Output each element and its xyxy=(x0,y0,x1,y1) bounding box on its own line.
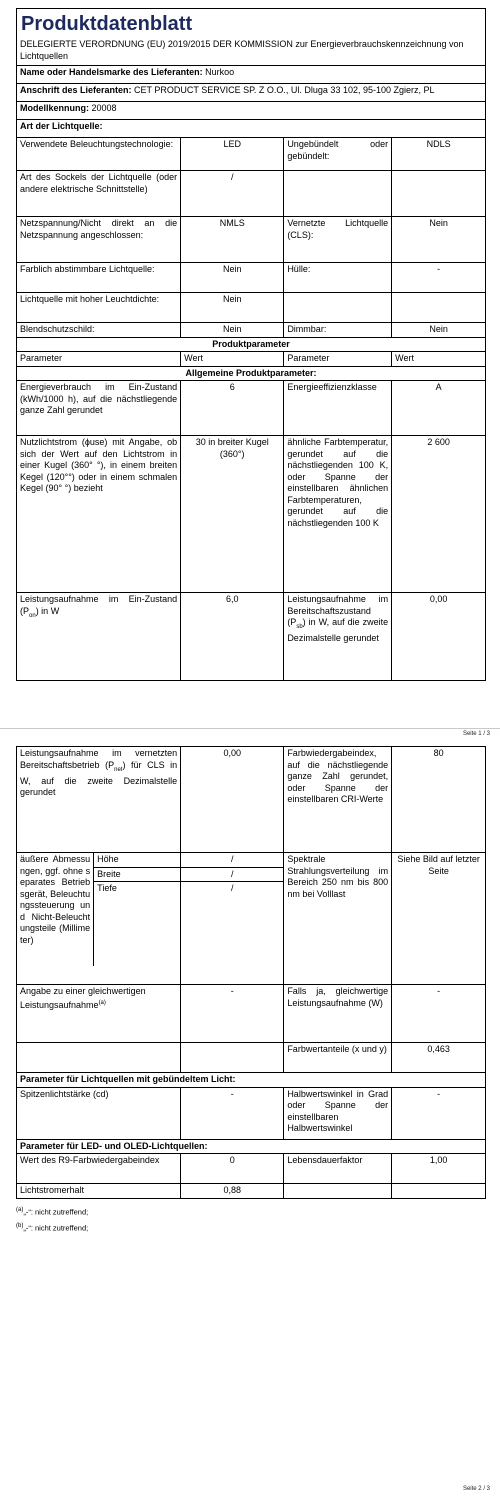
cap-type-label: Art des Sockels der Lichtquelle (oder andere elektrische Schnittstelle) xyxy=(17,171,181,217)
color-temperature-value: 2 600 xyxy=(392,436,486,593)
footnotes xyxy=(16,1203,486,1236)
dimmable-value: Nein xyxy=(392,323,486,338)
equivalent-power-value: - xyxy=(392,985,486,1043)
width-label: Breite xyxy=(94,867,180,882)
document-title: Produktdatenblatt xyxy=(21,13,193,35)
beam-angle-label: Halbwertswinkel in Grad oder Spanne der einstellbaren Halbwertswinkel xyxy=(284,1087,392,1139)
page-2 xyxy=(0,740,500,1500)
depth-label: Tiefe xyxy=(97,883,117,893)
supplier-address-label: Anschrift des Lieferanten: xyxy=(20,85,132,95)
peak-intensity-value: - xyxy=(181,1087,284,1139)
model-value: 20008 xyxy=(91,103,117,113)
chromaticity-value: 0,463 xyxy=(392,1043,486,1073)
page-number-2: Seite 2 / 3 xyxy=(462,1486,490,1492)
height-value: / xyxy=(181,853,283,867)
general-parameters-heading: Allgemeine Produktparameter: xyxy=(17,366,486,381)
survival-factor-label: Lebensdauerfaktor xyxy=(284,1154,392,1184)
led-params-heading: Parameter für LED- und OLED-Lichtquellen: xyxy=(17,1139,486,1154)
dimensions-cell xyxy=(17,853,181,985)
spectral-distribution-value: Siehe Bild auf letzter Seite xyxy=(392,853,486,985)
beam-angle-value: - xyxy=(392,1087,486,1139)
energy-class-label: Energieeffizienzklasse xyxy=(284,381,392,436)
energy-consumption-value: 6 xyxy=(181,381,284,436)
column-header-value: Wert xyxy=(181,352,284,367)
r9-value: 0 xyxy=(181,1154,284,1184)
mains-label: Netzspannung/Nicht direkt an die Netzspannung angeschlossen: xyxy=(17,217,181,263)
envelope-value: - xyxy=(392,263,486,293)
column-header-value-2: Wert xyxy=(392,352,486,367)
datasheet-page-1 xyxy=(16,8,486,681)
supplier-address-row xyxy=(17,84,486,102)
width-value: / xyxy=(181,867,283,882)
high-luminance-value: Nein xyxy=(181,293,284,323)
envelope-label: Hülle: xyxy=(284,263,392,293)
supplier-brand-row xyxy=(17,66,486,84)
regulation-reference: DELEGIERTE VERORDNUNG (EU) 2019/2015 DER KOMMISSION zur Energieverbrauchskennzeichnung von Lichtquellen xyxy=(20,39,464,61)
height-label: Höhe xyxy=(94,853,180,867)
model-label: Modellkennung: xyxy=(20,103,89,113)
survival-factor-value: 1,00 xyxy=(392,1154,486,1184)
column-header-parameter: Parameter xyxy=(17,352,181,367)
footnote-b: $^{(b)}$„-“: nicht zutreffend; xyxy=(16,1223,89,1233)
column-header-parameter-2: Parameter xyxy=(284,352,392,367)
energy-class-value: A xyxy=(392,381,486,436)
cls-value: Nein xyxy=(392,217,486,263)
datasheet-table-2 xyxy=(16,746,486,1199)
footnote-a: $^{(a)}$„-“: nicht zutreffend; xyxy=(16,1206,89,1216)
cri-label: Farbwiedergabeindex, auf die nächstliegende ganze Zahl gerundet, oder Spanne der einstellbaren CRI-Werte xyxy=(284,747,392,853)
useful-flux-value: 30 in breiter Kugel (360°) xyxy=(181,436,284,593)
equivalent-power-claim-label: Angabe zu einer gleichwertigen Leistungsaufnahme$^{(a)}$ xyxy=(17,985,181,1043)
supplier-brand-value: Nurkoo xyxy=(205,67,235,77)
directional-params-heading: Parameter für Lichtquellen mit gebündeltem Licht: xyxy=(17,1073,486,1088)
useful-flux-label: Nutzlichtstrom (ɸuse) mit Angabe, ob sich der Wert auf den Lichtstrom in einer Kugel (360° °), in einem breiten Kegel (120°°) oder in einem schmalen Kegel (90° °) bezieht xyxy=(17,436,181,593)
tunable-value: Nein xyxy=(181,263,284,293)
high-luminance-label: Lichtquelle mit hoher Leuchtdichte: xyxy=(17,293,181,323)
spectral-distribution-label: Spektrale Strahlungsverteilung im Bereich 250 nm bis 800 nm bei Volllast xyxy=(284,853,392,985)
mains-value: NMLS xyxy=(181,217,284,263)
model-row xyxy=(17,102,486,120)
equivalent-power-claim-value: - xyxy=(181,985,284,1043)
chromaticity-label: Farbwertanteile (x und y) xyxy=(284,1043,392,1073)
color-temperature-label: ähnliche Farbtemperatur, gerundet auf die nächstliegenden 100 K, oder Spanne der einstellbaren ähnlichen Farbtemperaturen, gerundet auf die nächstliegenden 100 K xyxy=(284,436,392,593)
lumen-maintenance-label: Lichtstromerhalt xyxy=(17,1184,181,1199)
datasheet-table-1 xyxy=(16,8,486,681)
technology-label: Verwendete Beleuchtungstechnologie: xyxy=(17,138,181,171)
depth-value: / xyxy=(230,883,234,893)
product-parameters-heading: Produktparameter xyxy=(17,337,486,352)
standby-power-label: Leistungsaufnahme im Bereitschaftszustand $(P_{sb})$ in W, auf die zweite Dezimalstelle gerundet xyxy=(284,593,392,681)
dimensions-label: äußere Abmessungen, ggf. ohne separates Betriebsgerät, Beleuchtungssteuerung und Nicht-Beleuchtungsteile (Millimeter) xyxy=(17,853,94,966)
technology-value: LED xyxy=(181,138,284,171)
peak-intensity-label: Spitzenlichtstärke (cd) xyxy=(17,1087,181,1139)
on-mode-power-label: Leistungsaufnahme im Ein-Zustand $(P_{on})$ in W xyxy=(17,593,181,681)
energy-consumption-label: Energieverbrauch im Ein-Zustand (kWh/1000 h), auf die nächstliegende ganze Zahl gerundet xyxy=(17,381,181,436)
page-1 xyxy=(0,0,500,737)
networked-standby-power-label: Leistungsaufnahme im vernetzten Bereitschaftsbetrieb $(P_{net})$ für CLS in W, auf die zweite Dezimalstelle gerundet xyxy=(17,747,181,853)
dimmable-label: Dimmbar: xyxy=(284,323,392,338)
antiglare-value: Nein xyxy=(181,323,284,338)
cap-type-value: / xyxy=(181,171,284,217)
lumen-maintenance-value: 0,88 xyxy=(181,1184,284,1199)
supplier-address-value: CET PRODUCT SERVICE SP. Z O.O., Ul. Dluga 33 102, 95-100 Zgierz, PL xyxy=(134,85,435,95)
standby-power-value: 0,00 xyxy=(392,593,486,681)
light-source-type-heading: Art der Lichtquelle: xyxy=(17,120,486,138)
cri-value: 80 xyxy=(392,747,486,853)
on-mode-power-value: 6,0 xyxy=(181,593,284,681)
tunable-label: Farblich abstimmbare Lichtquelle: xyxy=(17,263,181,293)
datasheet-page-2 xyxy=(16,746,486,1236)
r9-label: Wert des R9-Farbwiedergabeindex xyxy=(17,1154,181,1184)
supplier-brand-label: Name oder Handelsmarke des Lieferanten: xyxy=(20,67,203,77)
equivalent-power-label: Falls ja, gleichwertige Leistungsaufnahme (W) xyxy=(284,985,392,1043)
cls-label: Vernetzte Lichtquelle (CLS): xyxy=(284,217,392,263)
focus-value: NDLS xyxy=(392,138,486,171)
page-number-1: Seite 1 / 3 xyxy=(462,731,490,737)
networked-standby-power-value: 0,00 xyxy=(181,747,284,853)
antiglare-label: Blendschutzschild: xyxy=(17,323,181,338)
dimensions-values xyxy=(181,853,284,985)
focus-label: Ungebündelt oder gebündelt: xyxy=(284,138,392,171)
